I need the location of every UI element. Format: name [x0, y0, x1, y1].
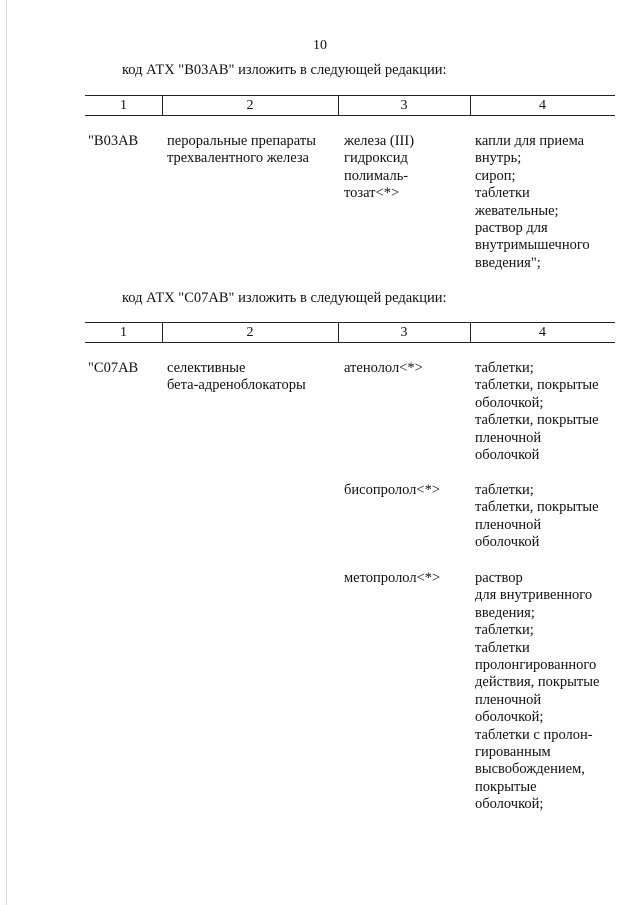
form-line: пленочной: [475, 691, 542, 708]
form-line: жевательные;: [475, 202, 559, 219]
form-line: оболочкой;: [475, 796, 544, 813]
form-line: таблетки с пролон-: [475, 726, 593, 743]
scan-edge-line: [6, 0, 7, 905]
column-header-1: 1: [120, 98, 127, 113]
drug-name-metoprolol: метопролол<*>: [344, 570, 441, 586]
group-line: трехвалентного железа: [167, 150, 309, 167]
column-header-2: 2: [246, 98, 254, 113]
form-line: гированным: [475, 744, 551, 761]
form-line: сироп;: [475, 167, 516, 184]
drug-name: [344, 133, 414, 203]
group-line: селективные: [167, 360, 246, 376]
form-line: таблетки, покрытые: [475, 412, 599, 429]
form-line: таблетки;: [475, 482, 534, 498]
atc-code: "C07AB: [88, 360, 139, 376]
table-header-c07ab: [85, 322, 615, 343]
drug-line: тозат<*>: [344, 185, 400, 202]
drug-name-bisoprolol: бисопролол<*>: [344, 482, 441, 498]
group-line: бета-адреноблокаторы: [167, 377, 306, 394]
form-line: внутримышечного: [475, 237, 590, 254]
form-line: таблетки;: [475, 360, 534, 376]
form-line: капли для приема: [475, 133, 585, 149]
section-heading-b03ab: код АТХ "B03AB" изложить в следующей редакции:: [122, 62, 447, 78]
form-line: раствор: [475, 570, 523, 586]
form-line: оболочкой;: [475, 394, 544, 411]
header-top-border: [85, 95, 615, 96]
pharmacological-group: [167, 133, 316, 168]
atc-code: "B03AB: [88, 133, 139, 149]
form-line: пролонгированного: [475, 657, 597, 674]
drug-line: полималь-: [344, 167, 409, 184]
dosage-forms: [475, 133, 590, 272]
dosage-forms-bisoprolol: [475, 482, 599, 552]
column-header-3: 3: [400, 325, 408, 340]
form-line: пленочной: [475, 429, 542, 446]
header-bottom-border: [85, 342, 615, 343]
group-line: пероральные препараты: [167, 133, 316, 149]
table-header-b03ab: [85, 95, 615, 116]
form-line: таблетки: [475, 185, 530, 202]
form-line: для внутривенного: [475, 587, 593, 604]
column-header-3: 3: [400, 98, 408, 113]
form-line: пленочной: [475, 516, 542, 533]
dosage-forms-metoprolol: [475, 570, 599, 814]
form-line: внутрь;: [475, 150, 522, 167]
form-line: таблетки, покрытые: [475, 499, 599, 516]
dosage-forms-atenolol: [475, 360, 599, 464]
pharmacological-group: [167, 360, 306, 395]
form-line: покрытые: [475, 778, 537, 795]
drug-name-atenolol: атенолол<*>: [344, 360, 423, 376]
header-bottom-border: [85, 115, 615, 116]
form-line: введения;: [475, 604, 535, 621]
column-header-2: 2: [246, 325, 254, 340]
form-line: действия, покрытые: [475, 674, 600, 691]
form-line: таблетки;: [475, 622, 534, 639]
header-top-border: [85, 322, 615, 323]
form-line: оболочкой;: [475, 709, 544, 726]
form-line: оболочкой: [475, 534, 540, 551]
form-line: введения";: [475, 254, 541, 271]
page-number: 10: [313, 38, 327, 53]
form-line: таблетки: [475, 639, 530, 656]
form-line: оболочкой: [475, 447, 540, 464]
column-header-4: 4: [539, 325, 546, 340]
form-line: высвобождением,: [475, 761, 585, 778]
drug-line: железа (III): [344, 133, 415, 149]
column-header-4: 4: [539, 98, 546, 113]
form-line: раствор для: [475, 220, 548, 237]
section-heading-c07ab: код АТХ "C07AB" изложить в следующей редакции:: [122, 290, 447, 306]
form-line: таблетки, покрытые: [475, 377, 599, 394]
column-header-1: 1: [120, 325, 127, 340]
drug-line: гидроксид: [344, 150, 408, 167]
